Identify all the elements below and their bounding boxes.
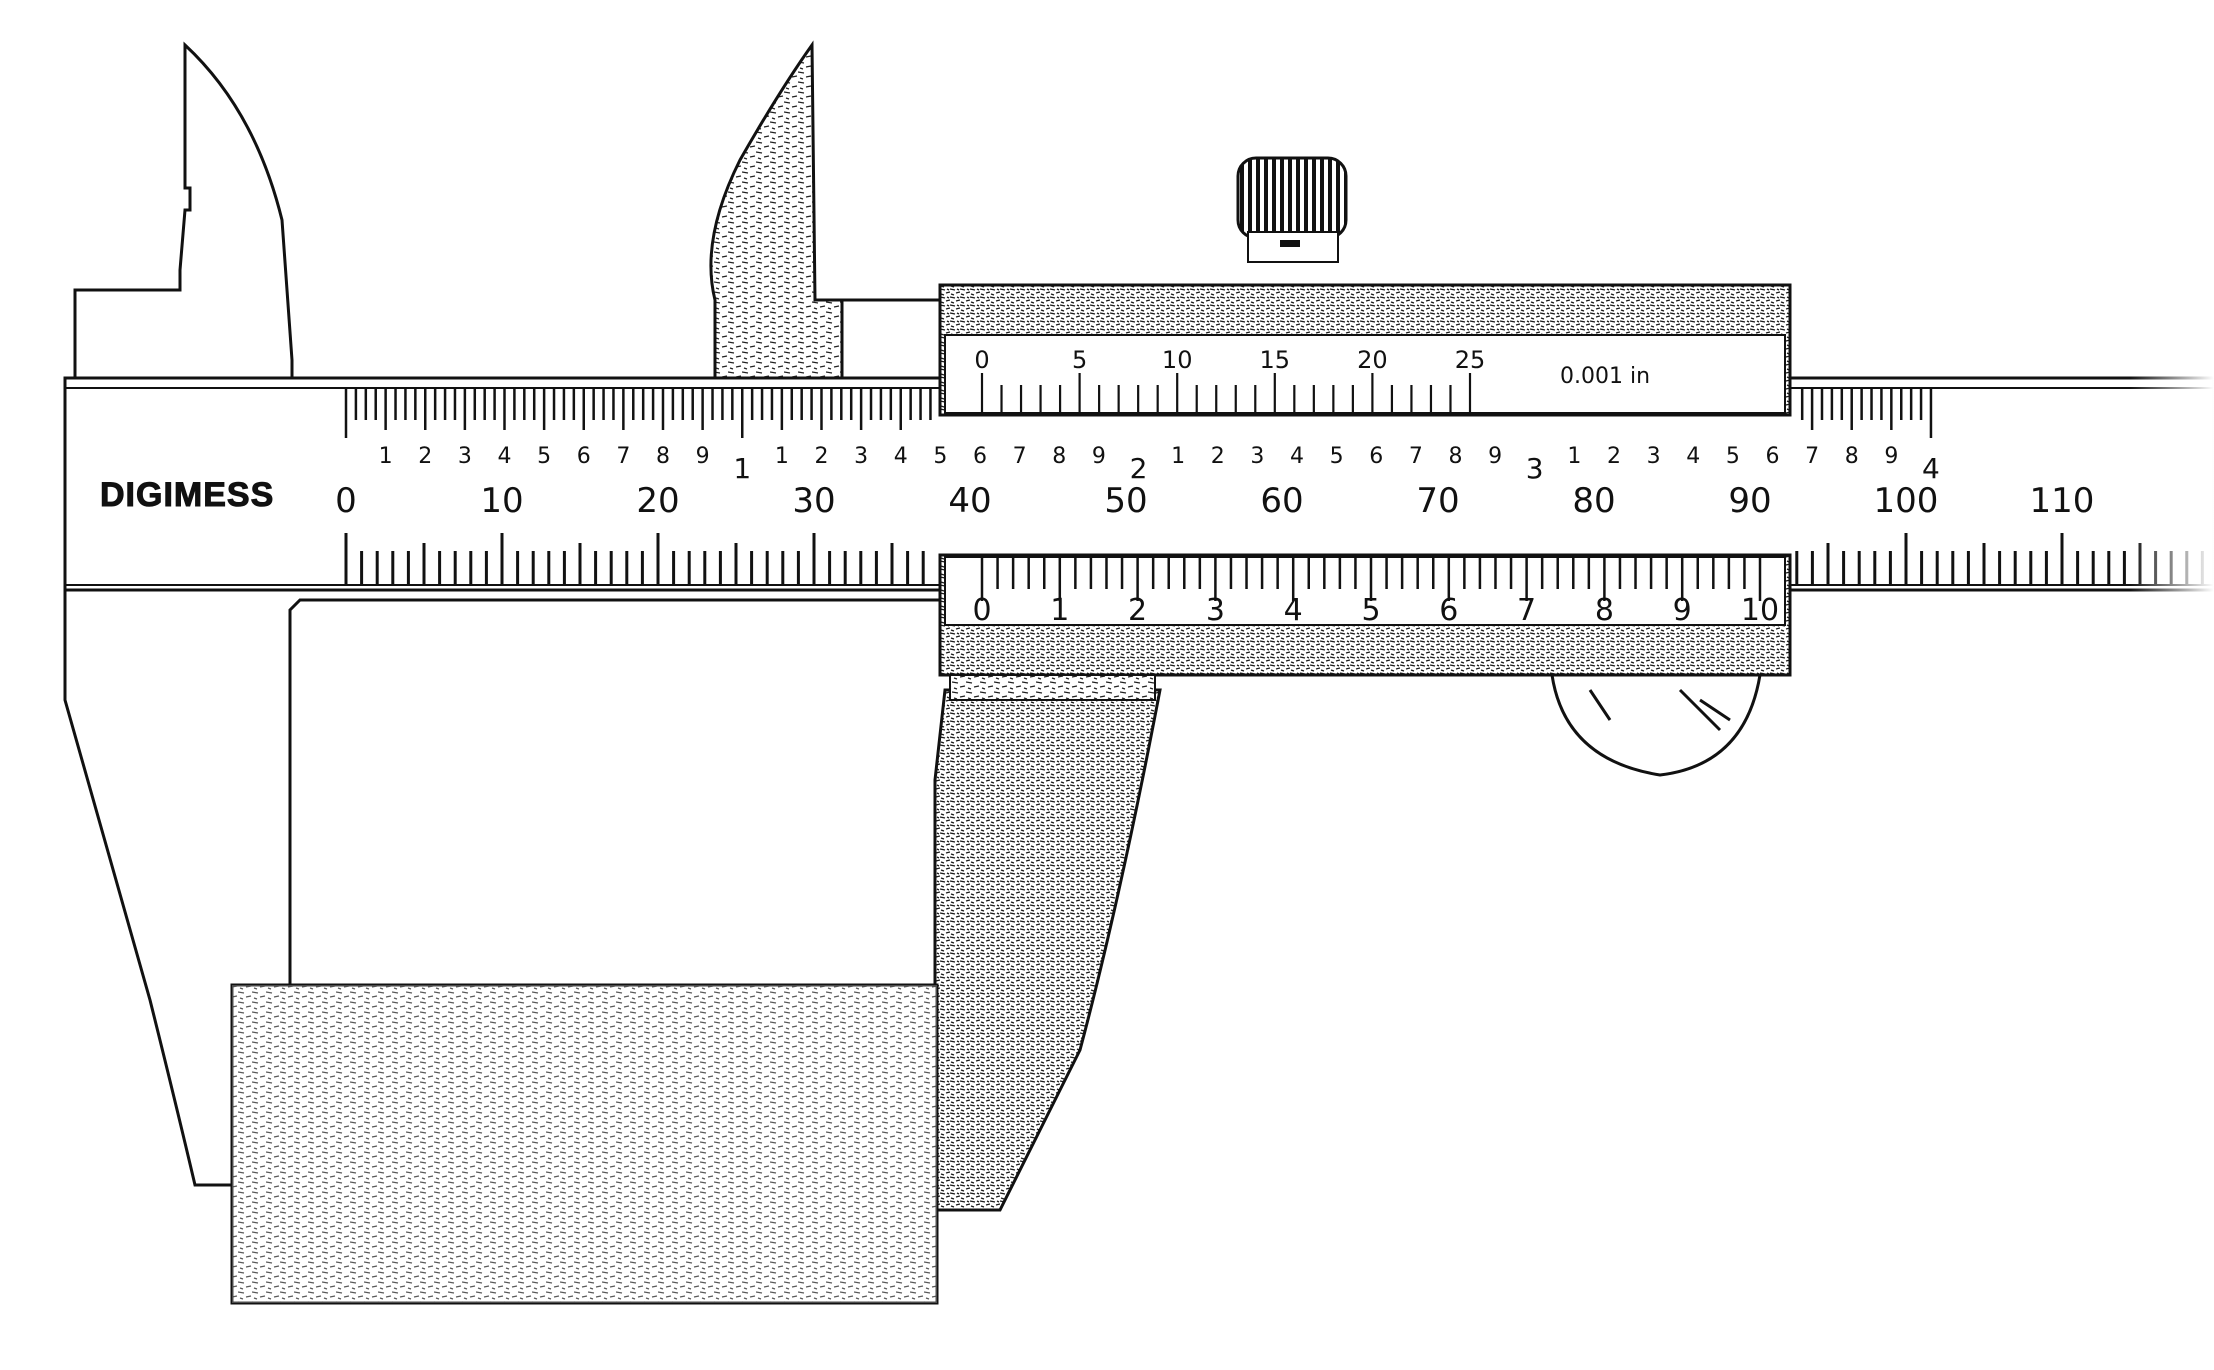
inch-scale-label: 3: [457, 444, 472, 469]
upper-slider-jaw: [711, 45, 842, 388]
inch-scale-label: 6: [1765, 444, 1780, 469]
inch-scale-label: 8: [655, 444, 670, 469]
inch-scale-label: 5: [1725, 444, 1740, 469]
inch-scale-label: 9: [1488, 444, 1503, 469]
inch-scale-major-label: 3: [1525, 452, 1544, 485]
main-scale-label: 80: [1572, 481, 1616, 521]
main-scale-label: 10: [480, 481, 524, 521]
inch-scale-label: 7: [1012, 444, 1027, 469]
vernier-metric-label: 8: [1594, 593, 1614, 628]
inch-scale-label: 5: [933, 444, 948, 469]
vernier-metric-label: 2: [1128, 593, 1148, 628]
vernier-metric-label: 6: [1439, 593, 1459, 628]
inch-scale-major-label: 1: [733, 452, 752, 485]
inch-scale-label: 1: [1567, 444, 1582, 469]
inch-scale-label: 5: [537, 444, 552, 469]
main-scale-label: 100: [1873, 481, 1939, 521]
vernier-inch-label: 0: [974, 346, 990, 374]
inch-scale-label: 4: [497, 444, 512, 469]
inch-scale-label: 6: [972, 444, 987, 469]
main-scale-label: 90: [1728, 481, 1772, 521]
inch-scale-label: 4: [893, 444, 908, 469]
inch-scale-label: 8: [1448, 444, 1463, 469]
inch-scale-label: 1: [378, 444, 393, 469]
vernier-inch-label: 5: [1071, 346, 1088, 374]
inch-scale-label: 8: [1844, 444, 1859, 469]
inch-scale-major-label: 4: [1922, 452, 1940, 485]
inch-scale-label: 3: [1646, 444, 1661, 469]
vernier-inch-resolution: 0.001 in: [1560, 364, 1651, 389]
main-scale-label: 20: [636, 481, 680, 521]
inch-scale-major-label: 2: [1129, 452, 1148, 485]
brand-logo: DIGIMESS: [100, 476, 275, 514]
inch-scale-label: 4: [1289, 444, 1304, 469]
locking-screw[interactable]: [1238, 158, 1346, 262]
vernier-metric-label: 3: [1205, 593, 1225, 628]
upper-fixed-jaw: [75, 45, 292, 388]
inch-scale-label: 2: [418, 444, 433, 469]
inch-scale-label: 8: [1052, 444, 1067, 469]
main-scale-label: 110: [2029, 481, 2095, 521]
inch-scale-label: 2: [1210, 444, 1225, 469]
inch-scale-label: 9: [1884, 444, 1899, 469]
main-scale-label: 70: [1416, 481, 1460, 521]
vernier-inch-label: 25: [1454, 346, 1486, 374]
vernier-metric-label: 1: [1050, 593, 1070, 628]
inch-scale-label: 7: [1408, 444, 1423, 469]
thumb-wheel: [1552, 675, 1760, 775]
inch-scale-label: 7: [1805, 444, 1820, 469]
inch-scale-label: 1: [774, 444, 789, 469]
inch-scale-label: 9: [695, 444, 710, 469]
vernier-metric-label: 5: [1361, 593, 1381, 628]
main-scale-label: 40: [948, 481, 992, 521]
main-scale-label: 30: [792, 481, 836, 521]
inch-scale-label: 5: [1329, 444, 1344, 469]
vernier-metric-label: 4: [1283, 593, 1303, 628]
inch-scale-label: 2: [1606, 444, 1621, 469]
main-scale-label: 60: [1260, 481, 1304, 521]
main-scale-label: 0: [335, 481, 357, 521]
inch-scale-label: 2: [814, 444, 829, 469]
vernier-inch-label: 10: [1161, 346, 1193, 374]
inch-scale-label: 6: [576, 444, 591, 469]
vernier-inch-label: 20: [1357, 346, 1388, 374]
inch-scale-label: 6: [1369, 444, 1384, 469]
inch-scale-label: 7: [616, 444, 631, 469]
inch-scale-label: 4: [1686, 444, 1701, 469]
vernier-metric-label: 10: [1740, 593, 1780, 628]
vernier-metric-label: 0: [972, 593, 992, 628]
inch-scale-label: 1: [1171, 444, 1186, 469]
vernier-inch-label: 15: [1259, 346, 1291, 374]
inch-scale-label: 3: [1250, 444, 1265, 469]
main-scale-label: 50: [1104, 481, 1148, 521]
vernier-metric-label: 9: [1672, 593, 1692, 628]
inch-scale-label: 3: [854, 444, 869, 469]
vernier-metric-label: 7: [1517, 593, 1537, 628]
inch-scale-label: 9: [1091, 444, 1106, 469]
lower-slider-jaw: [935, 690, 1160, 1210]
